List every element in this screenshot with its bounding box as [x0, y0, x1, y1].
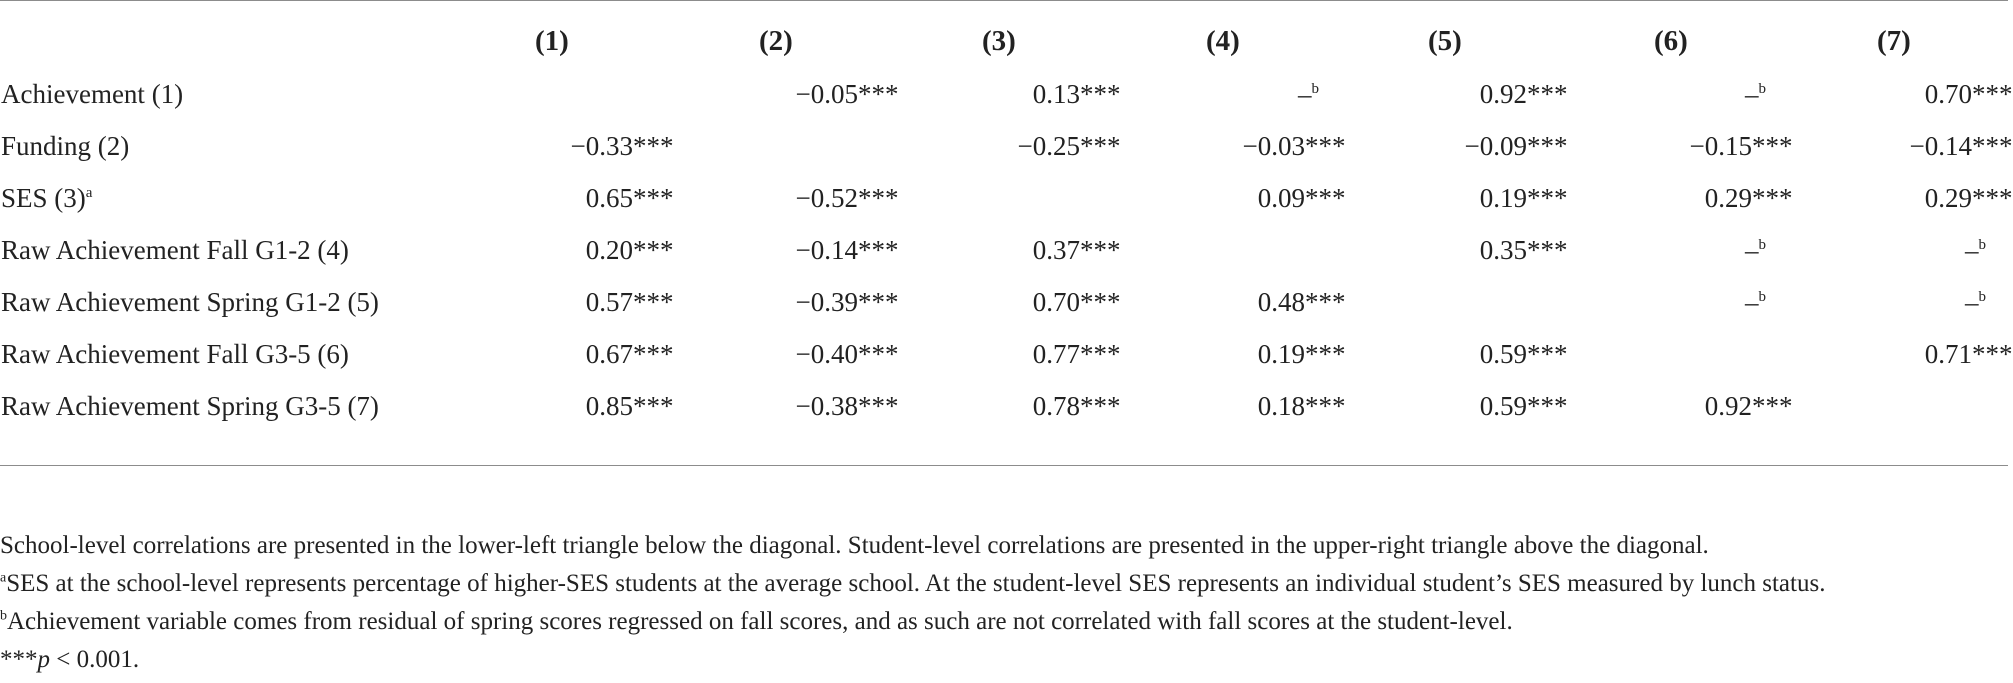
table-cell [505, 380, 730, 432]
note-p-threshold: < 0.001. [50, 646, 140, 673]
table-cell [952, 68, 1177, 120]
table-cell [1177, 68, 1399, 120]
table-cell [952, 276, 1177, 328]
table-cell [1399, 68, 1624, 120]
table-cell [1846, 224, 2008, 276]
footnote-b-marker: b [1758, 288, 1766, 305]
significance-stars: *** [1527, 130, 1568, 161]
table-cell-value: −0.05 [795, 78, 858, 109]
table-cell-value: 0.85 [585, 390, 633, 421]
table-cell-value: 0.09 [1257, 182, 1305, 213]
table-cell-value: 0.48 [1257, 286, 1305, 317]
table-cell [730, 276, 952, 328]
header-corner [0, 14, 505, 68]
significance-stars: *** [1305, 338, 1346, 369]
table-bottom-rule [0, 465, 2008, 466]
note-text-b: Achievement variable comes from residual of spring scores regressed on fall scores, and as such are not correlated with fall scores at the student-level. [7, 608, 1513, 635]
column-header-3: (3) [982, 24, 1016, 57]
note-significance-stars: *** [0, 646, 38, 673]
significance-stars: *** [1080, 234, 1121, 265]
table-cell-value: 0.19 [1479, 182, 1527, 213]
significance-stars: *** [1305, 130, 1346, 161]
table-cell-value: 0.71 [1924, 338, 1972, 369]
table-cell-value [1177, 79, 1319, 110]
table-cell-value: −0.40 [795, 338, 858, 369]
table-cell [1399, 120, 1624, 172]
significance-stars: *** [858, 390, 899, 421]
table-cell [730, 224, 952, 276]
column-header-4: (4) [1206, 24, 1240, 57]
table-cell-value: 0.19 [1257, 338, 1305, 369]
table-cell [1399, 224, 1624, 276]
significance-stars: *** [1972, 338, 2013, 369]
table-cell [730, 120, 952, 172]
table-cell-value: 0.29 [1704, 182, 1752, 213]
significance-stars: *** [1080, 130, 1121, 161]
table-cell [505, 120, 730, 172]
table-cell [1846, 276, 2008, 328]
significance-stars: *** [1080, 286, 1121, 317]
significance-stars: *** [1527, 234, 1568, 265]
table-cell-value: −0.33 [570, 130, 633, 161]
note-line-3 [0, 603, 1825, 641]
row-label-text: Raw Achievement Spring G1-2 (5) [1, 286, 379, 317]
significance-stars: *** [1305, 182, 1346, 213]
table-cell [505, 68, 730, 120]
table-cell-value [1846, 235, 1986, 266]
footnote-b-marker: b [1978, 236, 1986, 253]
note-marker-a: a [0, 570, 7, 586]
note-line-4 [0, 641, 1825, 679]
table-row [0, 68, 2008, 120]
footnote-b-marker: b [1311, 80, 1319, 97]
significance-stars: *** [633, 338, 674, 369]
table-row [0, 276, 2008, 328]
table-row [0, 380, 2008, 432]
table-cell-value: −0.14 [795, 234, 858, 265]
table-row [0, 224, 2008, 276]
table-cell [1624, 68, 1846, 120]
not-applicable-dash: – [1965, 286, 1979, 317]
table-cell [1624, 380, 1846, 432]
table-cell-value: −0.39 [795, 286, 858, 317]
table-cell [730, 68, 952, 120]
table-cell-value: 0.35 [1479, 234, 1527, 265]
row-label [0, 224, 505, 276]
table-cell [1177, 380, 1399, 432]
table-cell [1624, 328, 1846, 380]
table-cell [1846, 120, 2013, 172]
significance-stars: *** [858, 78, 899, 109]
table-cell [952, 172, 1177, 224]
significance-stars: *** [1752, 390, 1793, 421]
row-label [0, 172, 505, 224]
significance-stars: *** [1972, 182, 2013, 213]
significance-stars: *** [858, 182, 899, 213]
note-line-1: School-level correlations are presented in the lower-left triangle below the diagonal. Student-level correlations are presented in the upper-right triangle above the diagonal. [0, 532, 1709, 559]
significance-stars: *** [1527, 390, 1568, 421]
table-cell-value: 0.57 [585, 286, 633, 317]
table-cell [952, 380, 1177, 432]
not-applicable-dash: – [1965, 234, 1979, 265]
table-cell [1846, 68, 2013, 120]
significance-stars: *** [1972, 130, 2013, 161]
significance-stars: *** [858, 338, 899, 369]
table-cell [1399, 276, 1624, 328]
table-cell [1177, 328, 1399, 380]
table-cell-value: 0.67 [585, 338, 633, 369]
table-cell [505, 276, 730, 328]
note-marker-b: b [0, 608, 7, 624]
significance-stars: *** [1972, 78, 2013, 109]
table-cell [730, 380, 952, 432]
significance-stars: *** [633, 182, 674, 213]
table-cell-value: 0.59 [1479, 390, 1527, 421]
table-cell-value: −0.03 [1242, 130, 1305, 161]
table-cell [505, 172, 730, 224]
table-cell-value: 0.70 [1924, 78, 1972, 109]
significance-stars: *** [858, 286, 899, 317]
row-label-text: Raw Achievement Spring G3-5 (7) [1, 390, 379, 421]
footnote-b-marker: b [1758, 236, 1766, 253]
row-label-text: Achievement (1) [1, 78, 184, 109]
table-row [0, 172, 2008, 224]
note-text-a: SES at the school-level represents percentage of higher-SES students at the average school. At the student-level SES represents an individual student’s SES measured by lunch status. [6, 570, 1826, 597]
table-cell-value: 0.78 [1032, 390, 1080, 421]
not-applicable-dash: – [1298, 78, 1312, 109]
table-cell [1177, 120, 1399, 172]
significance-stars: *** [1305, 286, 1346, 317]
table-cell-value: 0.13 [1032, 78, 1080, 109]
table-cell [505, 328, 730, 380]
table-cell [1177, 224, 1399, 276]
significance-stars: *** [1305, 390, 1346, 421]
table-cell-value [1624, 235, 1766, 266]
table-cell-value: 0.20 [585, 234, 633, 265]
row-label-text: SES (3) [1, 182, 86, 213]
table-cell-value: −0.25 [1017, 130, 1080, 161]
significance-stars: *** [1527, 78, 1568, 109]
table-cell [505, 224, 730, 276]
note-p-symbol: p [37, 646, 50, 673]
table-cell-value: −0.09 [1464, 130, 1527, 161]
table-cell [1399, 172, 1624, 224]
table-notes [0, 527, 1825, 679]
significance-stars: *** [1080, 338, 1121, 369]
table-cell-value [1624, 79, 1766, 110]
table-cell-value: 0.37 [1032, 234, 1080, 265]
row-label [0, 68, 505, 120]
table-cell [1624, 224, 1846, 276]
table-cell [730, 328, 952, 380]
column-header-6: (6) [1654, 24, 1688, 57]
not-applicable-dash: – [1745, 234, 1759, 265]
table-cell [952, 328, 1177, 380]
row-label-footnote-marker: a [85, 184, 93, 201]
table-cell-value: −0.52 [795, 182, 858, 213]
table-cell-value: 0.77 [1032, 338, 1080, 369]
table-cell-value [1624, 287, 1766, 318]
column-header-2: (2) [759, 24, 793, 57]
table-cell [1399, 328, 1624, 380]
row-label [0, 120, 505, 172]
table-cell-value: −0.14 [1909, 130, 1972, 161]
table-top-rule [0, 0, 2008, 1]
row-label-text: Raw Achievement Fall G3-5 (6) [1, 338, 349, 369]
significance-stars: *** [633, 130, 674, 161]
table-cell-value: 0.92 [1479, 78, 1527, 109]
table-cell [1846, 172, 2013, 224]
table-cell-value: 0.29 [1924, 182, 1972, 213]
table-cell [1846, 380, 2008, 432]
footnote-b-marker: b [1758, 80, 1766, 97]
not-applicable-dash: – [1745, 286, 1759, 317]
footnote-b-marker: b [1978, 288, 1986, 305]
significance-stars: *** [1527, 338, 1568, 369]
significance-stars: *** [1080, 78, 1121, 109]
table-row [0, 120, 2008, 172]
table-cell-value: −0.38 [795, 390, 858, 421]
note-line-2 [0, 565, 1825, 603]
table-cell-value: 0.59 [1479, 338, 1527, 369]
significance-stars: *** [1080, 390, 1121, 421]
table-cell [1399, 380, 1624, 432]
table-cell-value: 0.18 [1257, 390, 1305, 421]
table-cell [1177, 172, 1399, 224]
column-header-5: (5) [1428, 24, 1462, 57]
row-label-text: Funding (2) [1, 130, 130, 161]
table-row [0, 328, 2008, 380]
table-cell-value: 0.70 [1032, 286, 1080, 317]
row-label [0, 276, 505, 328]
table-cell [1624, 120, 1846, 172]
significance-stars: *** [1527, 182, 1568, 213]
table-cell [1846, 328, 2013, 380]
table-cell [1624, 276, 1846, 328]
row-label [0, 380, 505, 432]
table-cell [1624, 172, 1846, 224]
column-header-1: (1) [535, 24, 569, 57]
table-cell-value: −0.15 [1689, 130, 1752, 161]
correlation-table [0, 14, 2013, 432]
header-row [0, 14, 2008, 68]
table-cell-value [1846, 287, 1986, 318]
significance-stars: *** [633, 390, 674, 421]
row-label [0, 328, 505, 380]
table-cell [1177, 276, 1399, 328]
significance-stars: *** [1752, 182, 1793, 213]
row-label-text: Raw Achievement Fall G1-2 (4) [1, 234, 349, 265]
significance-stars: *** [633, 286, 674, 317]
table-cell [730, 172, 952, 224]
significance-stars: *** [858, 234, 899, 265]
significance-stars: *** [633, 234, 674, 265]
table-cell [952, 224, 1177, 276]
column-header-7: (7) [1877, 24, 1911, 57]
table-cell-value: 0.92 [1704, 390, 1752, 421]
significance-stars: *** [1752, 130, 1793, 161]
not-applicable-dash: – [1745, 78, 1759, 109]
table-cell [952, 120, 1177, 172]
table-cell-value: 0.65 [585, 182, 633, 213]
